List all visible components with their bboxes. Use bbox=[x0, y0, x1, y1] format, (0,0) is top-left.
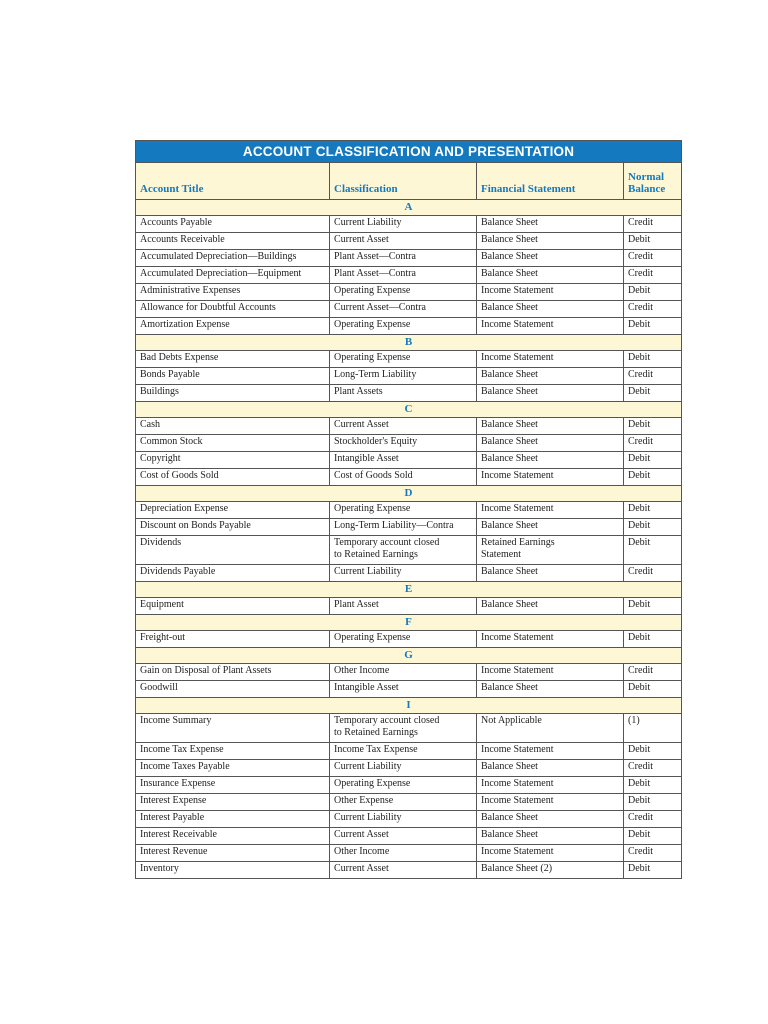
section-letter-row bbox=[136, 615, 682, 631]
financial-statement-cell-line: Income Statement bbox=[481, 846, 554, 857]
financial-statement-cell bbox=[477, 318, 624, 335]
normal-balance-cell: Debit bbox=[624, 502, 682, 519]
section-letter-row bbox=[136, 648, 682, 664]
classification-cell-line: Current Asset—Contra bbox=[334, 302, 426, 313]
classification-cell bbox=[330, 828, 477, 845]
normal-balance-cell: Debit bbox=[624, 233, 682, 250]
financial-statement-cell bbox=[477, 743, 624, 760]
section-letter-row bbox=[136, 335, 682, 351]
table-row bbox=[136, 435, 682, 452]
table-row bbox=[136, 318, 682, 335]
account-title-cell: Bonds Payable bbox=[136, 368, 330, 385]
financial-statement-cell-line: Balance Sheet bbox=[481, 302, 538, 313]
classification-cell bbox=[330, 777, 477, 794]
financial-statement-cell bbox=[477, 233, 624, 250]
account-title-cell: Freight-out bbox=[136, 631, 330, 648]
classification-cell bbox=[330, 351, 477, 368]
classification-cell bbox=[330, 664, 477, 681]
table-row bbox=[136, 631, 682, 648]
financial-statement-cell-line: Balance Sheet bbox=[481, 599, 538, 610]
table-row bbox=[136, 469, 682, 486]
normal-balance-cell: Credit bbox=[624, 216, 682, 233]
table-row bbox=[136, 811, 682, 828]
section-letter-row bbox=[136, 698, 682, 714]
financial-statement-cell-line: Not Applicable bbox=[481, 715, 542, 726]
section-letter: A bbox=[136, 200, 682, 216]
classification-cell-line: Other Income bbox=[334, 846, 390, 857]
financial-statement-cell bbox=[477, 565, 624, 582]
financial-statement-cell-line: Income Statement bbox=[481, 744, 554, 755]
normal-balance-cell: Credit bbox=[624, 267, 682, 284]
classification-cell-line: Operating Expense bbox=[334, 352, 411, 363]
classification-cell bbox=[330, 536, 477, 565]
table-row bbox=[136, 565, 682, 582]
account-title-cell: Accounts Receivable bbox=[136, 233, 330, 250]
classification-cell bbox=[330, 760, 477, 777]
financial-statement-cell-line: Balance Sheet bbox=[481, 251, 538, 262]
classification-cell-line: to Retained Earnings bbox=[334, 727, 418, 738]
financial-statement-cell bbox=[477, 301, 624, 318]
financial-statement-cell bbox=[477, 794, 624, 811]
header-account-title: Account Title bbox=[136, 163, 330, 200]
normal-balance-cell: Debit bbox=[624, 777, 682, 794]
financial-statement-cell-line: Balance Sheet bbox=[481, 386, 538, 397]
financial-statement-cell bbox=[477, 452, 624, 469]
classification-cell-line: Operating Expense bbox=[334, 503, 411, 514]
financial-statement-cell bbox=[477, 267, 624, 284]
financial-statement-cell bbox=[477, 777, 624, 794]
classification-cell-line: Operating Expense bbox=[334, 285, 411, 296]
table-title: ACCOUNT CLASSIFICATION AND PRESENTATION bbox=[136, 141, 682, 163]
table-row bbox=[136, 250, 682, 267]
normal-balance-cell: Debit bbox=[624, 351, 682, 368]
account-title-cell: Dividends Payable bbox=[136, 565, 330, 582]
financial-statement-cell bbox=[477, 216, 624, 233]
financial-statement-cell bbox=[477, 418, 624, 435]
table-row bbox=[136, 828, 682, 845]
financial-statement-cell bbox=[477, 862, 624, 879]
financial-statement-cell-line: Balance Sheet bbox=[481, 682, 538, 693]
account-title-cell: Bad Debts Expense bbox=[136, 351, 330, 368]
classification-cell bbox=[330, 216, 477, 233]
classification-cell-line: Current Asset bbox=[334, 234, 389, 245]
classification-cell-line: Long-Term Liability—Contra bbox=[334, 520, 454, 531]
financial-statement-cell bbox=[477, 351, 624, 368]
table-row bbox=[136, 598, 682, 615]
classification-cell bbox=[330, 845, 477, 862]
normal-balance-cell: Credit bbox=[624, 565, 682, 582]
table-row bbox=[136, 777, 682, 794]
financial-statement-cell-line: Balance Sheet bbox=[481, 234, 538, 245]
table-row bbox=[136, 760, 682, 777]
header-normal-balance-line1: Normal bbox=[628, 171, 665, 183]
normal-balance-cell: Debit bbox=[624, 794, 682, 811]
classification-cell bbox=[330, 318, 477, 335]
classification-cell-line: Plant Asset bbox=[334, 599, 379, 610]
financial-statement-cell-line: Income Statement bbox=[481, 470, 554, 481]
account-title-cell: Cash bbox=[136, 418, 330, 435]
classification-cell bbox=[330, 681, 477, 698]
financial-statement-cell bbox=[477, 598, 624, 615]
financial-statement-cell bbox=[477, 536, 624, 565]
normal-balance-cell: Debit bbox=[624, 385, 682, 402]
normal-balance-cell: Credit bbox=[624, 845, 682, 862]
classification-cell-line: Plant Asset—Contra bbox=[334, 251, 416, 262]
classification-cell-line: Plant Asset—Contra bbox=[334, 268, 416, 279]
table-title-row bbox=[136, 141, 682, 163]
account-title-cell: Gain on Disposal of Plant Assets bbox=[136, 664, 330, 681]
table-row bbox=[136, 452, 682, 469]
classification-cell bbox=[330, 435, 477, 452]
classification-cell-line: Current Asset bbox=[334, 419, 389, 430]
classification-cell-line: Plant Assets bbox=[334, 386, 383, 397]
classification-cell-line: Operating Expense bbox=[334, 778, 411, 789]
table-row bbox=[136, 418, 682, 435]
table-row bbox=[136, 502, 682, 519]
section-letter: B bbox=[136, 335, 682, 351]
normal-balance-cell: Credit bbox=[624, 811, 682, 828]
account-title-cell: Administrative Expenses bbox=[136, 284, 330, 301]
financial-statement-cell-line: Balance Sheet bbox=[481, 812, 538, 823]
financial-statement-cell bbox=[477, 368, 624, 385]
header-financial-statement: Financial Statement bbox=[477, 163, 624, 200]
classification-cell bbox=[330, 418, 477, 435]
classification-cell-line: Temporary account closed bbox=[334, 715, 440, 726]
financial-statement-cell-line: Balance Sheet bbox=[481, 369, 538, 380]
header-normal-balance bbox=[624, 163, 682, 200]
classification-cell-line: Current Liability bbox=[334, 566, 402, 577]
table-row bbox=[136, 845, 682, 862]
classification-cell-line: Intangible Asset bbox=[334, 682, 399, 693]
normal-balance-cell: Debit bbox=[624, 469, 682, 486]
classification-cell-line: Long-Term Liability bbox=[334, 369, 417, 380]
section-letter: D bbox=[136, 486, 682, 502]
financial-statement-cell bbox=[477, 714, 624, 743]
financial-statement-cell-line: Balance Sheet bbox=[481, 829, 538, 840]
financial-statement-cell-line: Balance Sheet bbox=[481, 453, 538, 464]
table-row bbox=[136, 664, 682, 681]
normal-balance-cell: Debit bbox=[624, 519, 682, 536]
account-title-cell: Interest Receivable bbox=[136, 828, 330, 845]
account-title-cell: Accumulated Depreciation—Buildings bbox=[136, 250, 330, 267]
normal-balance-cell: Credit bbox=[624, 435, 682, 452]
normal-balance-cell: Debit bbox=[624, 828, 682, 845]
classification-cell-line: Operating Expense bbox=[334, 319, 411, 330]
financial-statement-cell-line: Retained Earnings bbox=[481, 537, 555, 548]
account-title-cell: Insurance Expense bbox=[136, 777, 330, 794]
classification-cell bbox=[330, 811, 477, 828]
classification-cell bbox=[330, 519, 477, 536]
financial-statement-cell-line: Income Statement bbox=[481, 778, 554, 789]
normal-balance-cell: Debit bbox=[624, 452, 682, 469]
table-row bbox=[136, 267, 682, 284]
table-row bbox=[136, 862, 682, 879]
classification-cell bbox=[330, 598, 477, 615]
financial-statement-cell-line: Balance Sheet bbox=[481, 566, 538, 577]
table-row bbox=[136, 233, 682, 250]
table-row bbox=[136, 385, 682, 402]
account-title-cell: Allowance for Doubtful Accounts bbox=[136, 301, 330, 318]
table-row bbox=[136, 284, 682, 301]
account-title-cell: Income Summary bbox=[136, 714, 330, 743]
account-title-cell: Inventory bbox=[136, 862, 330, 879]
section-letter-row bbox=[136, 402, 682, 418]
classification-cell bbox=[330, 368, 477, 385]
account-title-cell: Interest Expense bbox=[136, 794, 330, 811]
account-title-cell: Equipment bbox=[136, 598, 330, 615]
financial-statement-cell bbox=[477, 519, 624, 536]
normal-balance-cell: Debit bbox=[624, 418, 682, 435]
financial-statement-cell bbox=[477, 284, 624, 301]
classification-cell bbox=[330, 301, 477, 318]
financial-statement-cell-line: Income Statement bbox=[481, 503, 554, 514]
table-row bbox=[136, 794, 682, 811]
table-row bbox=[136, 368, 682, 385]
classification-cell bbox=[330, 631, 477, 648]
section-letter-row bbox=[136, 582, 682, 598]
normal-balance-cell: Credit bbox=[624, 760, 682, 777]
financial-statement-cell bbox=[477, 502, 624, 519]
normal-balance-cell: Debit bbox=[624, 598, 682, 615]
financial-statement-cell-line: Balance Sheet bbox=[481, 436, 538, 447]
financial-statement-cell bbox=[477, 760, 624, 777]
financial-statement-cell bbox=[477, 250, 624, 267]
account-title-cell: Common Stock bbox=[136, 435, 330, 452]
account-title-cell: Discount on Bonds Payable bbox=[136, 519, 330, 536]
normal-balance-cell: Credit bbox=[624, 250, 682, 267]
account-title-cell: Amortization Expense bbox=[136, 318, 330, 335]
account-title-cell: Depreciation Expense bbox=[136, 502, 330, 519]
section-letter: C bbox=[136, 402, 682, 418]
account-title-cell: Interest Revenue bbox=[136, 845, 330, 862]
financial-statement-cell-line: Income Statement bbox=[481, 285, 554, 296]
classification-cell bbox=[330, 714, 477, 743]
table-row bbox=[136, 301, 682, 318]
financial-statement-cell bbox=[477, 664, 624, 681]
normal-balance-cell: Debit bbox=[624, 284, 682, 301]
section-letter: E bbox=[136, 582, 682, 598]
classification-cell bbox=[330, 794, 477, 811]
table-row bbox=[136, 714, 682, 743]
classification-cell-line: Income Tax Expense bbox=[334, 744, 418, 755]
account-title-cell: Income Taxes Payable bbox=[136, 760, 330, 777]
classification-cell bbox=[330, 565, 477, 582]
financial-statement-cell-line: Balance Sheet bbox=[481, 268, 538, 279]
account-title-cell: Accumulated Depreciation—Equipment bbox=[136, 267, 330, 284]
normal-balance-cell: Debit bbox=[624, 536, 682, 565]
section-letter: I bbox=[136, 698, 682, 714]
financial-statement-cell-line: Income Statement bbox=[481, 352, 554, 363]
table-row bbox=[136, 519, 682, 536]
classification-cell-line: Current Liability bbox=[334, 761, 402, 772]
financial-statement-cell bbox=[477, 631, 624, 648]
classification-cell-line: Other Income bbox=[334, 665, 390, 676]
header-normal-balance-line2: Balance bbox=[628, 183, 666, 195]
financial-statement-cell-line: Income Statement bbox=[481, 795, 554, 806]
classification-cell-line: Stockholder's Equity bbox=[334, 436, 418, 447]
classification-cell bbox=[330, 743, 477, 760]
classification-cell bbox=[330, 250, 477, 267]
financial-statement-cell bbox=[477, 828, 624, 845]
financial-statement-cell bbox=[477, 845, 624, 862]
classification-cell bbox=[330, 267, 477, 284]
section-letter: G bbox=[136, 648, 682, 664]
table-row bbox=[136, 536, 682, 565]
account-title-cell: Interest Payable bbox=[136, 811, 330, 828]
normal-balance-cell: Debit bbox=[624, 862, 682, 879]
financial-statement-cell bbox=[477, 385, 624, 402]
classification-cell-line: Current Asset bbox=[334, 863, 389, 874]
normal-balance-cell: Debit bbox=[624, 318, 682, 335]
financial-statement-cell-line: Balance Sheet (2) bbox=[481, 863, 553, 874]
account-title-cell: Accounts Payable bbox=[136, 216, 330, 233]
classification-cell bbox=[330, 862, 477, 879]
account-title-cell: Dividends bbox=[136, 536, 330, 565]
normal-balance-cell: Credit bbox=[624, 301, 682, 318]
classification-cell bbox=[330, 284, 477, 301]
account-title-cell: Income Tax Expense bbox=[136, 743, 330, 760]
table-row bbox=[136, 743, 682, 760]
financial-statement-cell bbox=[477, 469, 624, 486]
classification-cell bbox=[330, 469, 477, 486]
classification-cell-line: Cost of Goods Sold bbox=[334, 470, 413, 481]
table-row bbox=[136, 351, 682, 368]
normal-balance-cell: Credit bbox=[624, 664, 682, 681]
normal-balance-cell: Debit bbox=[624, 743, 682, 760]
financial-statement-cell-line: Balance Sheet bbox=[481, 520, 538, 531]
classification-cell bbox=[330, 385, 477, 402]
financial-statement-cell bbox=[477, 811, 624, 828]
section-letter: F bbox=[136, 615, 682, 631]
column-header-row bbox=[136, 163, 682, 200]
normal-balance-cell: Credit bbox=[624, 368, 682, 385]
account-title-cell: Copyright bbox=[136, 452, 330, 469]
financial-statement-cell-line: Balance Sheet bbox=[481, 419, 538, 430]
header-classification: Classification bbox=[330, 163, 477, 200]
financial-statement-cell bbox=[477, 435, 624, 452]
account-classification-table-container bbox=[135, 140, 681, 879]
table-row bbox=[136, 681, 682, 698]
financial-statement-cell bbox=[477, 681, 624, 698]
classification-cell-line: Current Asset bbox=[334, 829, 389, 840]
financial-statement-cell-line: Income Statement bbox=[481, 665, 554, 676]
account-title-cell: Cost of Goods Sold bbox=[136, 469, 330, 486]
classification-cell-line: Operating Expense bbox=[334, 632, 411, 643]
table-body bbox=[136, 200, 682, 879]
account-title-cell: Goodwill bbox=[136, 681, 330, 698]
classification-cell bbox=[330, 233, 477, 250]
table-row bbox=[136, 216, 682, 233]
normal-balance-cell: Debit bbox=[624, 681, 682, 698]
normal-balance-cell: (1) bbox=[624, 714, 682, 743]
financial-statement-cell-line: Income Statement bbox=[481, 319, 554, 330]
classification-cell-line: to Retained Earnings bbox=[334, 549, 418, 560]
financial-statement-cell-line: Balance Sheet bbox=[481, 761, 538, 772]
classification-cell-line: Temporary account closed bbox=[334, 537, 440, 548]
account-classification-table bbox=[135, 140, 682, 879]
normal-balance-cell: Debit bbox=[624, 631, 682, 648]
classification-cell bbox=[330, 452, 477, 469]
financial-statement-cell-line: Balance Sheet bbox=[481, 217, 538, 228]
section-letter-row bbox=[136, 200, 682, 216]
financial-statement-cell-line: Income Statement bbox=[481, 632, 554, 643]
classification-cell-line: Intangible Asset bbox=[334, 453, 399, 464]
classification-cell-line: Current Liability bbox=[334, 812, 402, 823]
classification-cell bbox=[330, 502, 477, 519]
classification-cell-line: Other Expense bbox=[334, 795, 394, 806]
section-letter-row bbox=[136, 486, 682, 502]
classification-cell-line: Current Liability bbox=[334, 217, 402, 228]
financial-statement-cell-line: Statement bbox=[481, 549, 521, 560]
account-title-cell: Buildings bbox=[136, 385, 330, 402]
